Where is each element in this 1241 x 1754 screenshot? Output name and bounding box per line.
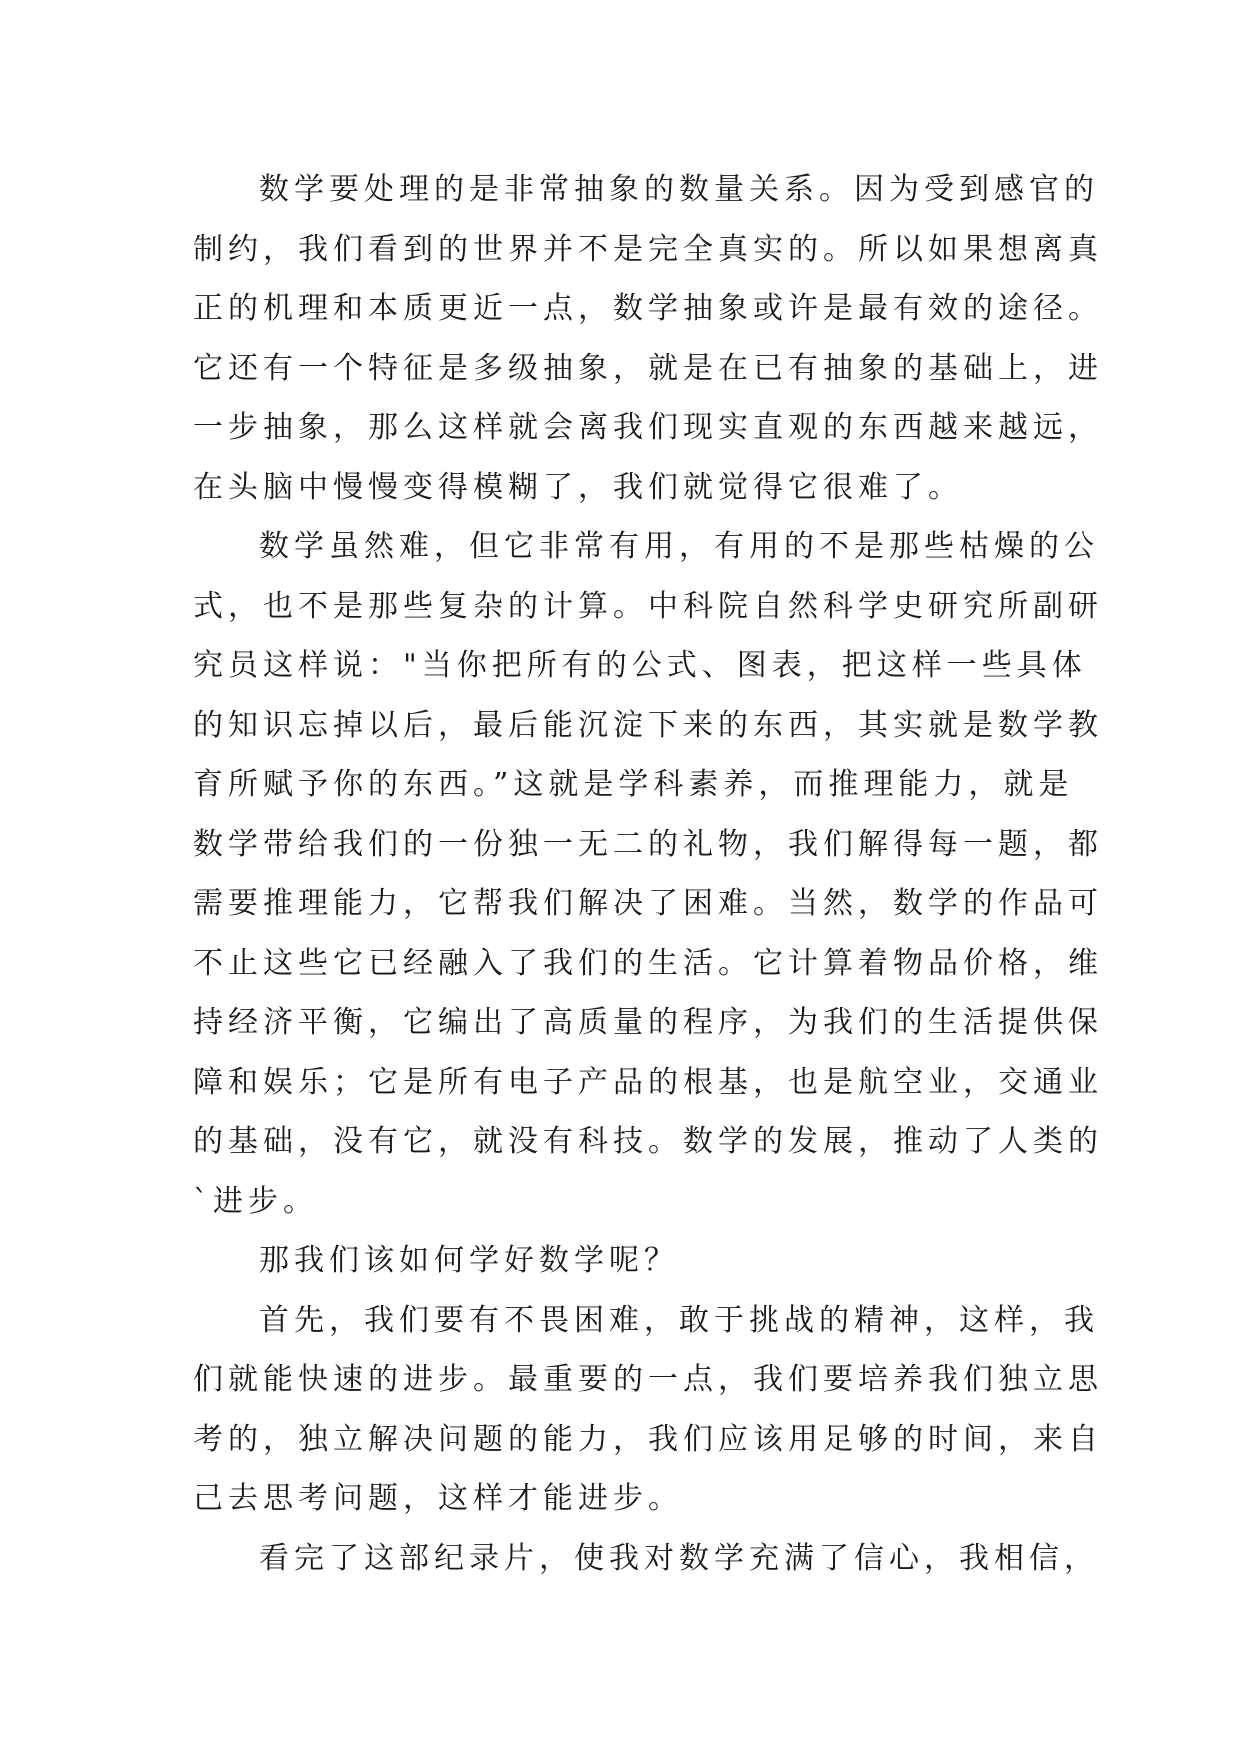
paragraph-2-line-9: 持经济平衡，它编出了高质量的程序，为我们的生活提供保: [193, 1005, 1103, 1040]
paragraph-2-line-12: `进步。: [193, 1183, 318, 1219]
paragraph-2-line-7: 需要推理能力，它帮我们解决了困难。当然，数学的作品可: [193, 886, 1103, 921]
paragraph-4-line-4: 己去思考问题，这样才能进步。: [193, 1481, 683, 1516]
paragraph-1-line-3: 正的机理和本质更近一点，数学抽象或许是最有效的途径。: [193, 291, 1103, 326]
paragraph-2-line-2: 式，也不是那些复杂的计算。中科院自然科学史研究所副研: [193, 588, 1103, 624]
paragraph-2-line-4: 的知识忘掉以后，最后能沉淀下来的东西，其实就是数学教: [193, 707, 1103, 743]
paragraph-2-line-5: 育所赋予你的东西。”这就是学科素养，而推理能力，就是: [193, 767, 1074, 802]
document-body: [193, 160, 1103, 1588]
paragraph-1-line-1: 数学要处理的是非常抽象的数量关系。因为受到感官的: [259, 172, 1099, 207]
paragraph-4-line-1: 首先，我们要有不畏困难，敢于挑战的精神，这样，我: [259, 1302, 1099, 1338]
paragraph-2-line-8: 不止这些它已经融入了我们的生活。它计算着物品价格，维: [193, 945, 1103, 981]
paragraph-2-line-1: 数学虽然难，但它非常有用，有用的不是那些枯燥的公: [259, 529, 1099, 564]
paragraph-1-line-6: 在头脑中慢慢变得模糊了，我们就觉得它很难了。: [193, 469, 963, 505]
paragraph-1-line-4: 它还有一个特征是多级抽象，就是在已有抽象的基础上，进: [193, 350, 1103, 386]
paragraph-4-line-2: 们就能快速的进步。最重要的一点，我们要培养我们独立思: [193, 1362, 1103, 1397]
paragraph-2-line-10: 障和娱乐；它是所有电子产品的根基，也是航空业，交通业: [193, 1064, 1103, 1100]
paragraph-2-line-3: 究员这样说："当你把所有的公式、图表，把这样一些具体: [193, 648, 1087, 683]
paragraph-1-line-5: 一步抽象，那么这样就会离我们现实直观的东西越来越远，: [193, 410, 1103, 445]
paragraph-2-line-11: 的基础，没有它，就没有科技。数学的发展，推动了人类的: [193, 1124, 1103, 1159]
paragraph-1-line-2: 制约，我们看到的世界并不是完全真实的。所以如果想离真: [193, 231, 1103, 267]
paragraph-4-line-3: 考的，独立解决问题的能力，我们应该用足够的时间，来自: [193, 1421, 1103, 1457]
paragraph-5-line-1: 看完了这部纪录片，使我对数学充满了信心，我相信，: [259, 1540, 1099, 1576]
paragraph-3-line-1: 那我们该如何学好数学呢？: [259, 1243, 679, 1278]
paragraph-2-line-6: 数学带给我们的一份独一无二的礼物，我们解得每一题，都: [193, 826, 1103, 862]
